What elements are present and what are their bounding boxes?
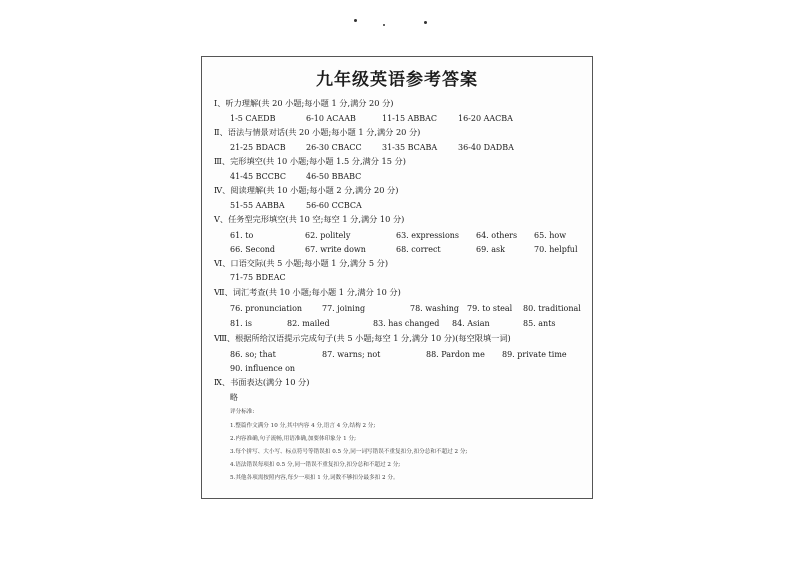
criteria-item: 2.内容准确,句子流畅,用语准确,加要体印象分 1 分; bbox=[230, 436, 356, 442]
scan-speck bbox=[354, 19, 357, 22]
answer-item: 88. Pardon me bbox=[426, 350, 485, 359]
section-7-row-2 bbox=[230, 319, 586, 331]
answer-item: 84. Asian bbox=[452, 319, 490, 328]
answer-item: 79. to steal bbox=[467, 304, 513, 313]
answer-group: 6-10 ACAAB bbox=[306, 114, 356, 123]
answer-item: 85. ants bbox=[523, 319, 556, 328]
section-3-heading: Ⅲ、完形填空(共 10 小题;每小题 1.5 分,满分 15 分) bbox=[214, 156, 406, 166]
section-9-heading: Ⅸ、书面表达(满分 10 分) bbox=[214, 377, 310, 387]
omitted-note: 略 bbox=[230, 393, 238, 402]
answer-sheet bbox=[201, 56, 593, 499]
section-9-omit bbox=[230, 392, 586, 404]
answer-item: 83. has changed bbox=[373, 319, 440, 328]
answer-group: 36-40 DADBA bbox=[458, 143, 514, 152]
answer-item: 76. pronunciation bbox=[230, 304, 303, 313]
answer-item: 86. so; that bbox=[230, 350, 276, 359]
answer-item: 82. mailed bbox=[287, 319, 330, 328]
answer-item: 64. others bbox=[476, 231, 518, 240]
criteria-item: 5.其他各项需按照内容,每少一项扣 1 分,词数不够扣分最多扣 2 分。 bbox=[230, 475, 399, 481]
answer-item: 65. how bbox=[534, 231, 567, 240]
answer-item: 89. private time bbox=[502, 350, 567, 359]
answer-item: 70. helpful bbox=[534, 245, 578, 254]
section-5-row-1 bbox=[230, 231, 586, 243]
answer-group: 26-30 CBACC bbox=[306, 143, 362, 152]
answer-item: 61. to bbox=[230, 231, 254, 240]
answer-item: 78. washing bbox=[410, 304, 459, 313]
section-8-heading: Ⅷ、根据所给汉语提示完成句子(共 5 小题;每空 1 分,满分 10 分)(每空限填一词) bbox=[214, 333, 511, 343]
answer-item: 62. politely bbox=[305, 231, 351, 240]
answer-item: 66. Second bbox=[230, 245, 276, 254]
answer-group: 46-50 BBABC bbox=[306, 172, 362, 181]
answer-group: 41-45 BCCBC bbox=[230, 172, 287, 181]
answer-item: 90. influence on bbox=[230, 364, 296, 373]
criteria-item: 4.语法错误每项扣 0.5 分,同一错误不重复扣分,扣分总和不超过 2 分; bbox=[230, 462, 401, 468]
answer-group: 56-60 CCBCA bbox=[306, 201, 362, 210]
scan-speck bbox=[383, 24, 385, 26]
section-1-heading: Ⅰ、听力理解(共 20 小题;每小题 1 分,满分 20 分) bbox=[214, 98, 394, 108]
answer-group: 51-55 AABBA bbox=[230, 201, 285, 210]
section-8-row-1 bbox=[230, 350, 586, 362]
section-3-answers bbox=[230, 172, 586, 184]
section-2-heading: Ⅱ、语法与情景对话(共 20 小题;每小题 1 分,满分 20 分) bbox=[214, 127, 421, 137]
answer-group: 21-25 BDACB bbox=[230, 143, 286, 152]
answer-group: 11-15 ABBAC bbox=[382, 114, 438, 123]
criteria-title: 评分标准: bbox=[230, 409, 255, 415]
answer-group: 1-5 CAEDB bbox=[230, 114, 276, 123]
answer-item: 81. is bbox=[230, 319, 252, 328]
answer-item: 68. correct bbox=[396, 245, 441, 254]
section-5-heading: Ⅴ、任务型完形填空(共 10 空;每空 1 分,满分 10 分) bbox=[214, 214, 405, 224]
answer-item: 80. traditional bbox=[523, 304, 581, 313]
answer-group: 71-75 BDEAC bbox=[230, 273, 286, 282]
section-5-row-2 bbox=[230, 245, 586, 257]
section-7-row-1 bbox=[230, 304, 586, 316]
section-8-row-2 bbox=[230, 364, 586, 376]
section-1-answers bbox=[230, 114, 586, 126]
page-title: 九年级英语参考答案 bbox=[316, 70, 478, 90]
section-7-heading: Ⅶ、词汇考查(共 10 小题;每小题 1 分,满分 10 分) bbox=[214, 287, 401, 297]
answer-item: 67. write down bbox=[305, 245, 366, 254]
answer-group: 16-20 AACBA bbox=[458, 114, 513, 123]
section-4-heading: Ⅳ、阅读理解(共 10 小题;每小题 2 分,满分 20 分) bbox=[214, 185, 399, 195]
section-4-answers bbox=[230, 201, 586, 213]
section-6-answers bbox=[230, 273, 586, 285]
scan-speck bbox=[424, 21, 427, 24]
answer-group: 31-35 BCABA bbox=[382, 143, 438, 152]
answer-item: 63. expressions bbox=[396, 231, 460, 240]
section-6-heading: Ⅵ、口语交际(共 5 小题;每小题 1 分,满分 5 分) bbox=[214, 258, 389, 268]
criteria-item: 1.整篇作文满分 10 分,其中内容 4 分,语言 4 分,结构 2 分; bbox=[230, 423, 376, 429]
criteria-item: 3.每个拼写、大小写、标点符号等错误扣 0.5 分,同一词写错误不重复扣分,扣分总和不超过 2 分; bbox=[230, 449, 468, 455]
answer-item: 87. warns; not bbox=[322, 350, 381, 359]
answer-item: 77. joining bbox=[322, 304, 366, 313]
section-2-answers bbox=[230, 143, 586, 155]
answer-item: 69. ask bbox=[476, 245, 505, 254]
